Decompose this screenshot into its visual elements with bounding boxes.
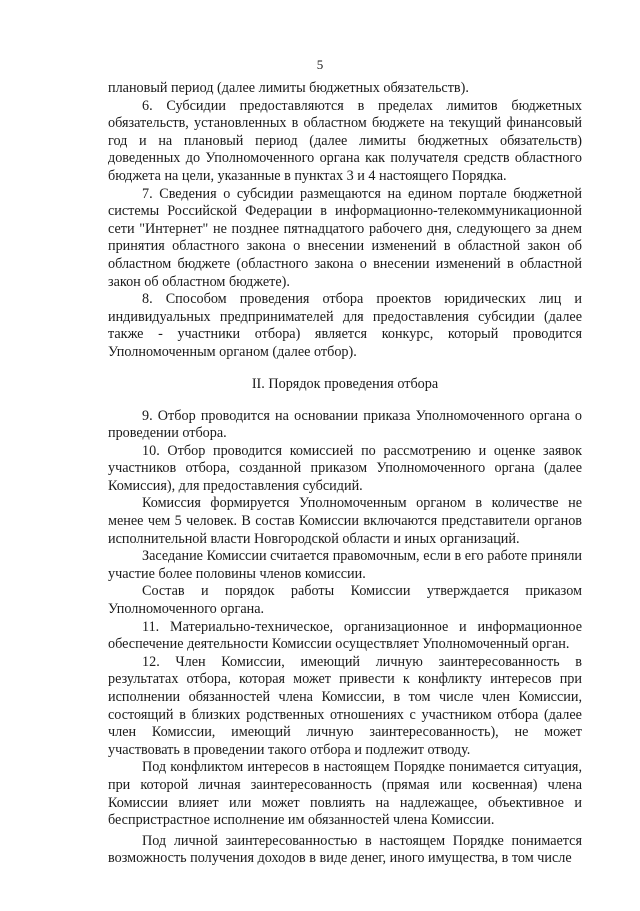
paragraph: Заседание Комиссии считается правомочным, если в его работе приняли участие более половины членов комиссии.	[108, 548, 582, 582]
paragraph: Состав и порядок работы Комиссии утверждается приказом Уполномоченного органа.	[108, 583, 582, 618]
paragraph: Комиссия формируется Уполномоченным органом в количестве не менее чем 5 человек. В состав Комиссии включаются представители органов исполнительной власти Новгородской области и иных организаций.	[108, 495, 582, 547]
section-heading: II. Порядок проведения отбора	[251, 375, 439, 392]
paragraph: 12. Член Комиссии, имеющий личную заинтересованность в результатах отбора, которая может привести к конфликту интересов при исполнении обязанностей члена Комиссии, в том числе член Комиссии, состоящий в близких родственных отношениях с участником отбора (далее член Комиссии, имеющий личную заинтересованность), не может участвовать в проведении такого отбора и подлежит отводу.	[108, 653, 582, 758]
paragraph: 6. Субсидии предоставляются в пределах лимитов бюджетных обязательств, установленных в областном бюджете на текущий финансовый год и на плановый период (далее лимиты бюджетных обязательств) доведенных до Уполномоченного органа как получателя средств областного бюджета на цели, указанные в пунктах 3 и 4 настоящего Порядка.	[108, 97, 582, 184]
paragraph: 11. Материально-техническое, организационное и информационное обеспечение деятельности Комиссии осуществляет Уполномоченный орган.	[108, 618, 582, 653]
paragraph: Под личной заинтересованностью в настоящем Порядке понимается возможность получения доходов в виде денег, иного имущества, в том числе	[108, 832, 582, 867]
paragraph: 7. Сведения о субсидии размещаются на едином портале бюджетной системы Российской Федерации в информационно-телекоммуникационной сети "Интернет" не позднее пятнадцатого рабочего дня, следующего за днем принятия областного закона о внесении изменений в областной закон об областном бюджете (областного закона о внесении изменений в областной закон об областном бюджете).	[108, 185, 582, 290]
paragraph: 10. Отбор проводится комиссией по рассмотрению и оценке заявок участников отбора, созданной приказом Уполномоченного органа (далее Комиссия), для предоставления субсидий.	[108, 442, 582, 494]
paragraph: 9. Отбор проводится на основании приказа Уполномоченного органа о проведении отбора.	[108, 407, 582, 442]
page-number: 5	[316, 57, 324, 72]
paragraph: плановый период (далее лимиты бюджетных обязательств).	[108, 80, 469, 96]
document-body	[108, 80, 582, 868]
paragraph: Под конфликтом интересов в настоящем Порядке понимается ситуация, при которой личная заинтересованность (прямая или косвенная) члена Комиссии влияет или может повлиять на надлежащее, объективное и беспристрастное исполнение им обязанностей члена Комиссии.	[108, 759, 582, 829]
paragraph: 8. Способом проведения отбора проектов юридических лиц и индивидуальных предпринимателей для предоставления субсидии (далее также - участники отбора) является конкурс, который проводится Уполномоченным органом (далее отбор).	[108, 291, 582, 360]
